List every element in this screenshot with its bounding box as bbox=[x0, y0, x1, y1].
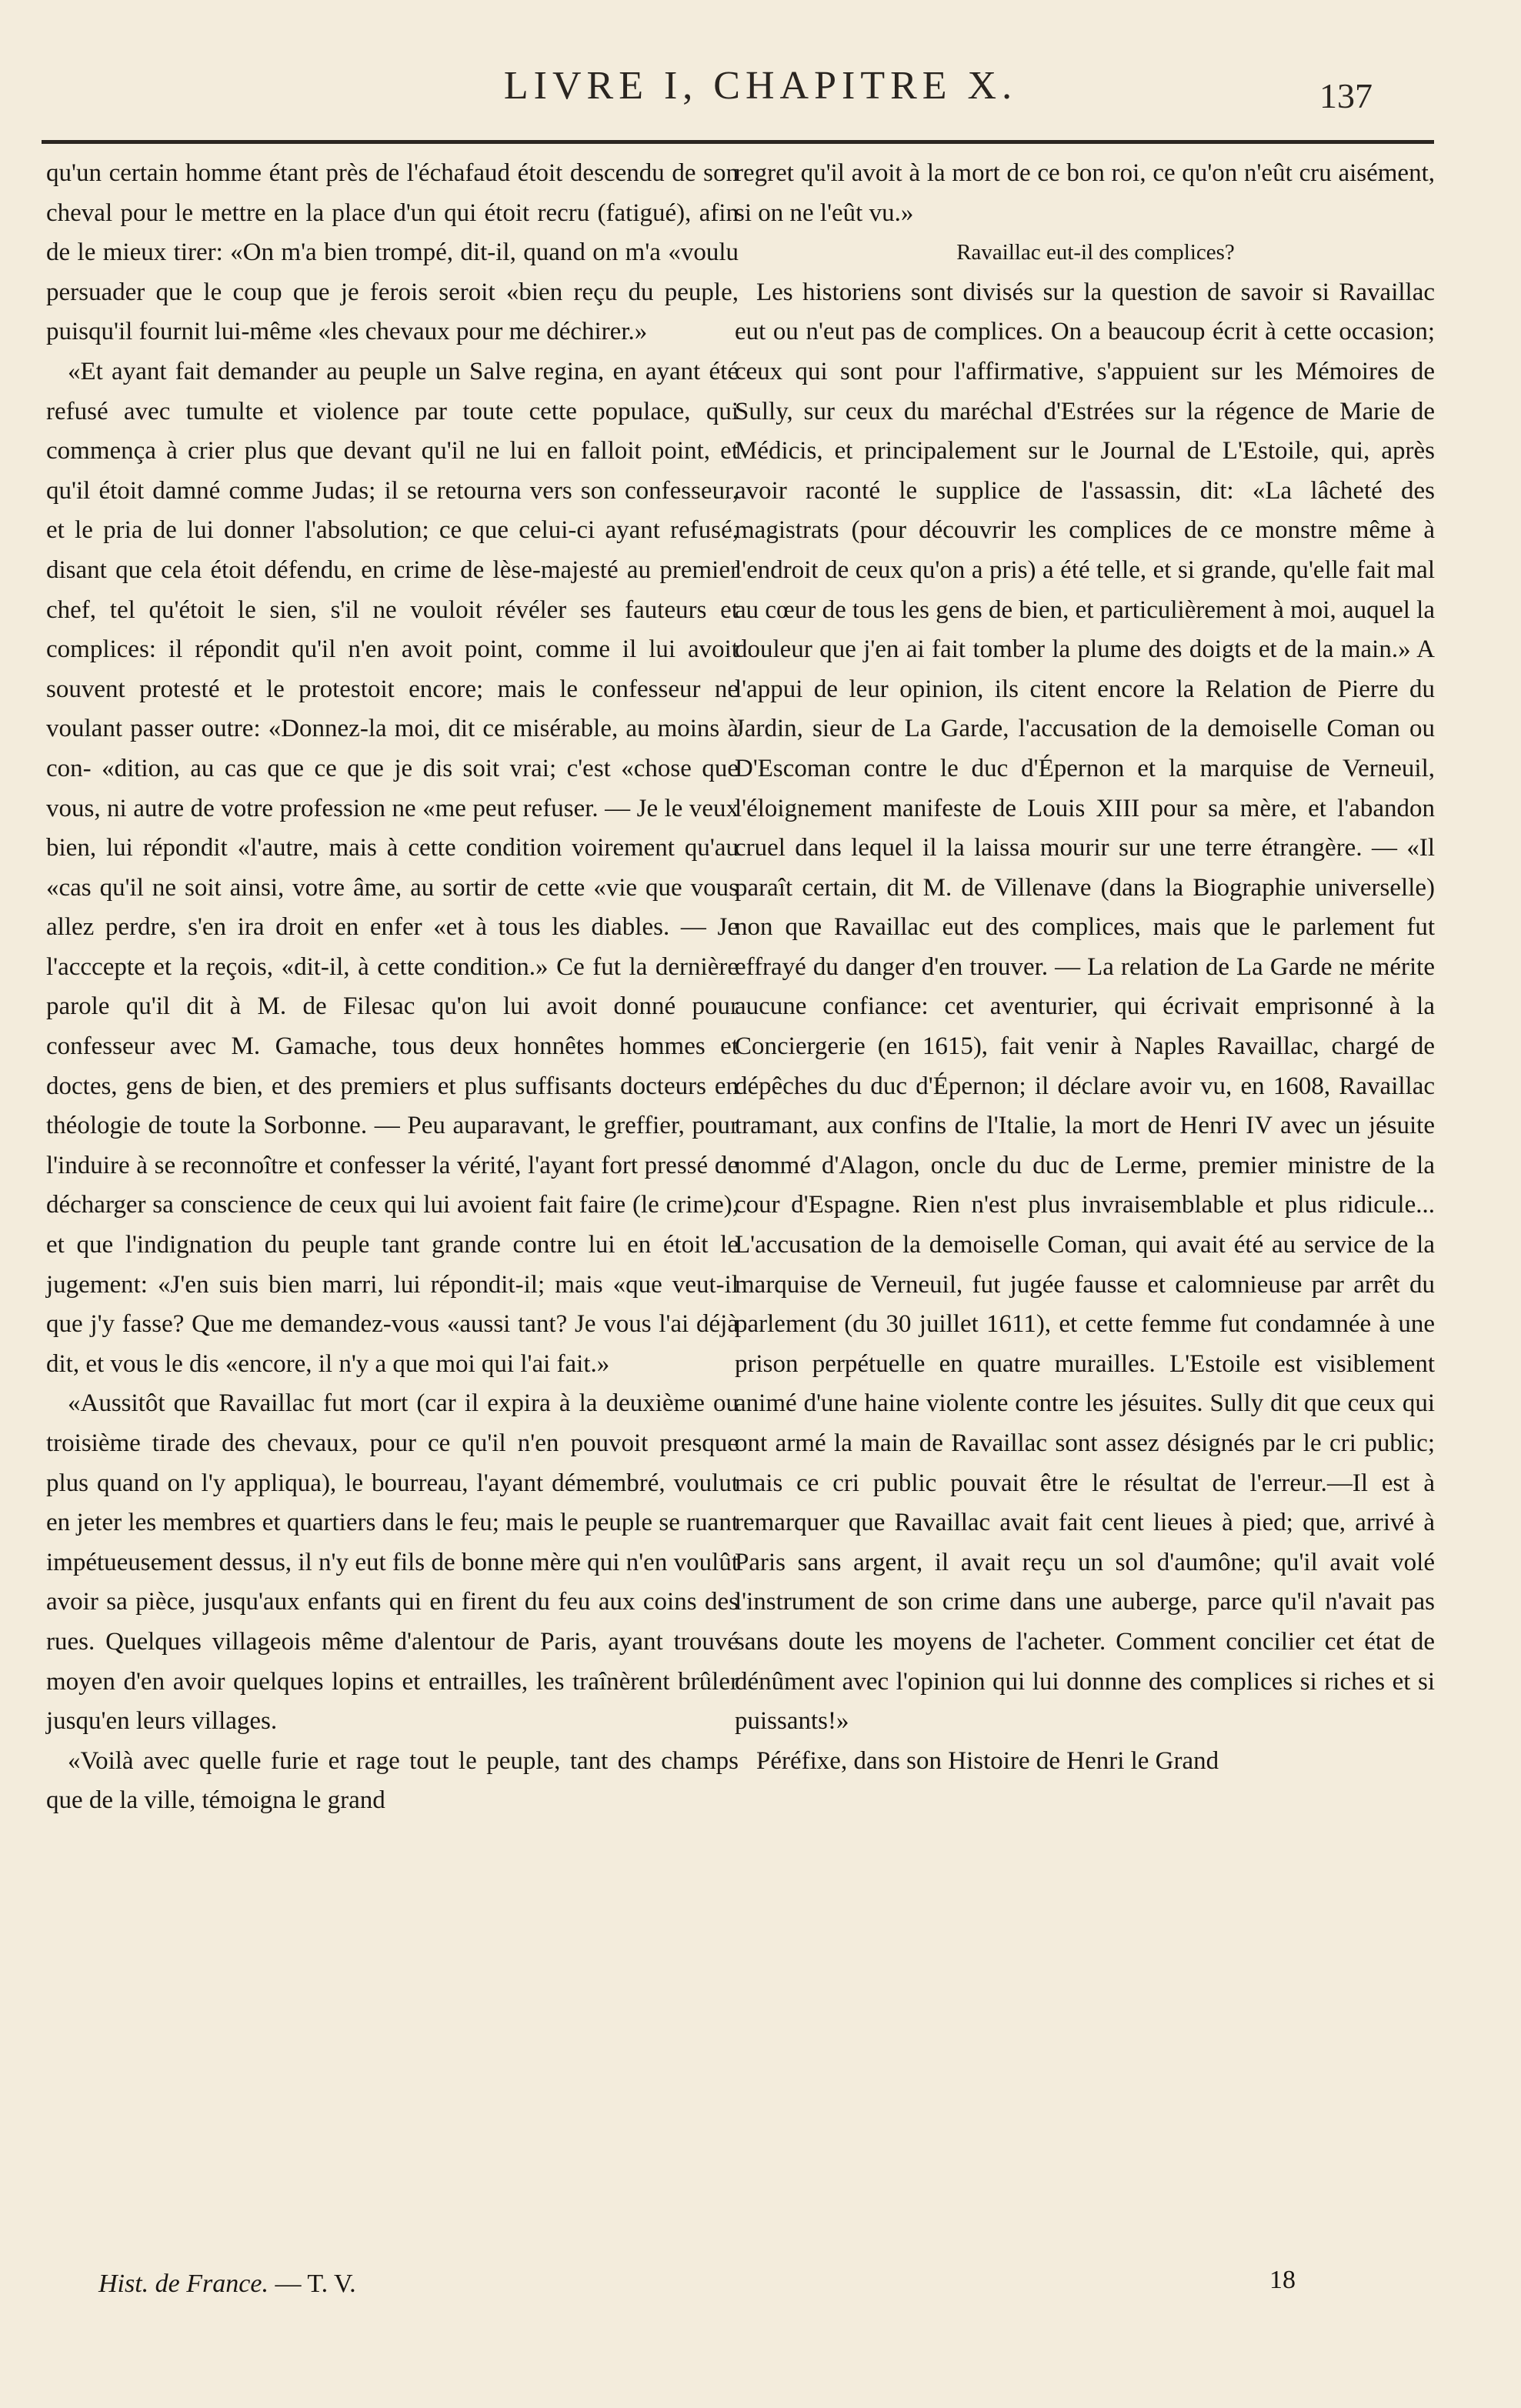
paragraph: qu'un certain homme étant près de l'échafaud étoit descendu de son cheval pour le mettre en la place d'un qui étoit recru (fatigué), afin de le mieux tirer: «On m'a bien trompé, dit-il, quand on m'a «voulu persuader que le coup que je ferois seroit «bien reçu du peuple, puisqu'il fournit lui-même «les chevaux pour me déchirer.» bbox=[46, 159, 739, 346]
page-number: 137 bbox=[1319, 76, 1373, 115]
paragraph: regret qu'il avoit à la mort de ce bon roi, ce qu'on n'eût cru aisément, si on ne l'eût vu.» bbox=[735, 159, 1435, 227]
paragraph: «Voilà avec quelle furie et rage tout le peuple, tant des champs que de la ville, témoigna le grand bbox=[46, 1746, 739, 1815]
right-column bbox=[735, 154, 1435, 1781]
signature-mark: 18 bbox=[1269, 2266, 1296, 2294]
paragraph: «Et ayant fait demander au peuple un Salve regina, en ayant été refusé avec tumulte et violence par toute cette populace, qui commença à crier plus que devant qu'il ne lui en falloit point, et qu'il étoit damné comme Judas; il se retourna vers son confesseur, et le pria de lui donner l'absolution; ce que celui-ci ayant refusé, disant que cela étoit défendu, en crime de lèse-majesté au premier chef, tel qu'étoit le sien, s'il ne vouloit révéler ses fauteurs et complices: il répondit qu'il n'en avoit point, comme il lui avoit souvent protesté et le protestoit encore; mais le confesseur ne voulant passer outre: «Donnez-la moi, dit ce misérable, au moins à con- «dition, au cas que ce que je dis soit vrai; c'est «chose que vous, ni autre de votre profession ne «me peut refuser. — Je le veux bien, lui répondit «l'autre, mais à cette condition voirement qu'au «cas qu'il ne soit ainsi, votre âme, au sortir de cette «vie que vous allez perdre, s'en ira droit en enfer «et à tous les diables. — Je l'acccepte et la reçois, «dit-il, à cette condition.» Ce fut la dernière parole qu'il dit à M. de Filesac qu'on lui avoit donné pour confesseur avec M. Gamache, tous deux honnêtes hommes et doctes, gens de bien, et des premiers et plus suffisants docteurs en théologie de toute la Sorbonne. — Peu auparavant, le greffier, pour l'induire à se reconnoître et confesser la vérité, l'ayant fort pressé de décharger sa conscience de ceux qui lui avoient fait faire (le crime), et que l'indignation du peuple tant grande contre lui en étoit le jugement: «J'en suis bien marri, lui répondit-il; mais «que veut-il que j'y fasse? Que me demandez-vous «aussi tant? Je vous l'ai déjà dit, et vous le dis «encore, il n'y a que moi qui l'ai fait.» bbox=[46, 357, 739, 1378]
volume-label: — T. V. bbox=[275, 2270, 356, 2298]
paragraph: «Aussitôt que Ravaillac fut mort (car il expira à la deuxième ou troisième tirade des chevaux, pour ce qu'il n'en pouvoit presque plus quand on l'y appliqua), le bourreau, l'ayant démembré, voulut en jeter les membres et quartiers dans le feu; mais le peuple se ruant impétueusement dessus, il n'y eut fils de bonne mère qui n'en voulût avoir sa pièce, jusqu'aux enfants qui en firent du feu aux coins des rues. Quelques villageois même d'alentour de Paris, ayant trouvé moyen d'en avoir quelques lopins et entrailles, les traînèrent brûler jusqu'en leurs villages. bbox=[46, 1389, 739, 1736]
paragraph: Péréfixe, dans son Histoire de Henri le Grand bbox=[756, 1746, 1219, 1775]
page-header bbox=[0, 0, 1521, 115]
footer-work-title bbox=[98, 2270, 356, 2299]
header-rule bbox=[42, 140, 1434, 144]
running-title: LIVRE I, CHAPITRE X. bbox=[503, 64, 1018, 108]
paragraph: Les historiens sont divisés sur la question de savoir si Ravaillac eut ou n'eut pas de complices. On a beaucoup écrit à cette occasion; ceux qui sont pour l'affirmative, s'appuient sur les Mémoires de Sully, sur ceux du maréchal d'Estrées sur la régence de Marie de Médicis, et principalement sur le Journal de L'Estoile, qui, après avoir raconté le supplice de l'assassin, dit: «La lâcheté des magistrats (pour découvrir les complices de ce monstre même à l'endroit de ceux qu'on a pris) a été telle, et si grande, qu'elle fait mal au cœur de tous les gens de bien, et particulièrement à moi, auquel la douleur que j'en ai fait tomber la plume des doigts et de la main.» A l'appui de leur opinion, ils citent encore la Relation de Pierre du Jardin, sieur de La Garde, l'accusation de la demoiselle Coman ou D'Escoman contre le duc d'Épernon et la marquise de Verneuil, l'éloignement manifeste de Louis XIII pour sa mère, et l'abandon cruel dans lequel il la laissa mourir sur une terre étrangère. — «Il paraît certain, dit M. de Villenave (dans la Biographie universelle) non que Ravaillac eut des complices, mais que le parlement fut effrayé du danger d'en trouver. — La relation de La Garde ne mérite aucune confiance: cet aventurier, qui écrivait emprisonné à la Conciergerie (en 1615), fait venir à Naples Ravaillac, chargé de dépêches du duc d'Épernon; il déclare avoir vu, en 1608, Ravaillac tramant, aux confins de l'Italie, la mort de Henri IV avec un jésuite nommé d'Alagon, oncle du duc de Lerme, premier ministre de la cour d'Espagne. Rien n'est plus invraisemblable et plus ridicule... L'accusation de la demoiselle Coman, qui avait été au service de la marquise de Verneuil, fut jugée fausse et calomnieuse par arrêt du parlement (du 30 juillet 1611), et cette femme fut condamnée à une prison perpétuelle en quatre murailles. L'Estoile est visiblement animé d'une haine violente contre les jésuites. Sully dit que ceux qui ont armé la main de Ravaillac sont assez désignés par le cri public; mais ce cri public pouvait être le résultat de l'erreur.—Il est à remarquer que Ravaillac avait fait cent lieues à pied; que, arrivé à Paris sans argent, il avait reçu un sol d'aumône; qu'il avait volé l'instrument de son crime dans une auberge, parce qu'il n'avait pas sans doute les moyens de l'acheter. Comment concilier cet état de dénûment avec l'opinion qui lui donnne des complices si riches et si puissants!» bbox=[735, 278, 1435, 1736]
work-title: Hist. de France. bbox=[98, 2270, 269, 2298]
left-column bbox=[46, 154, 739, 1821]
section-subheading: Ravaillac eut-il des complices? bbox=[956, 240, 1235, 265]
